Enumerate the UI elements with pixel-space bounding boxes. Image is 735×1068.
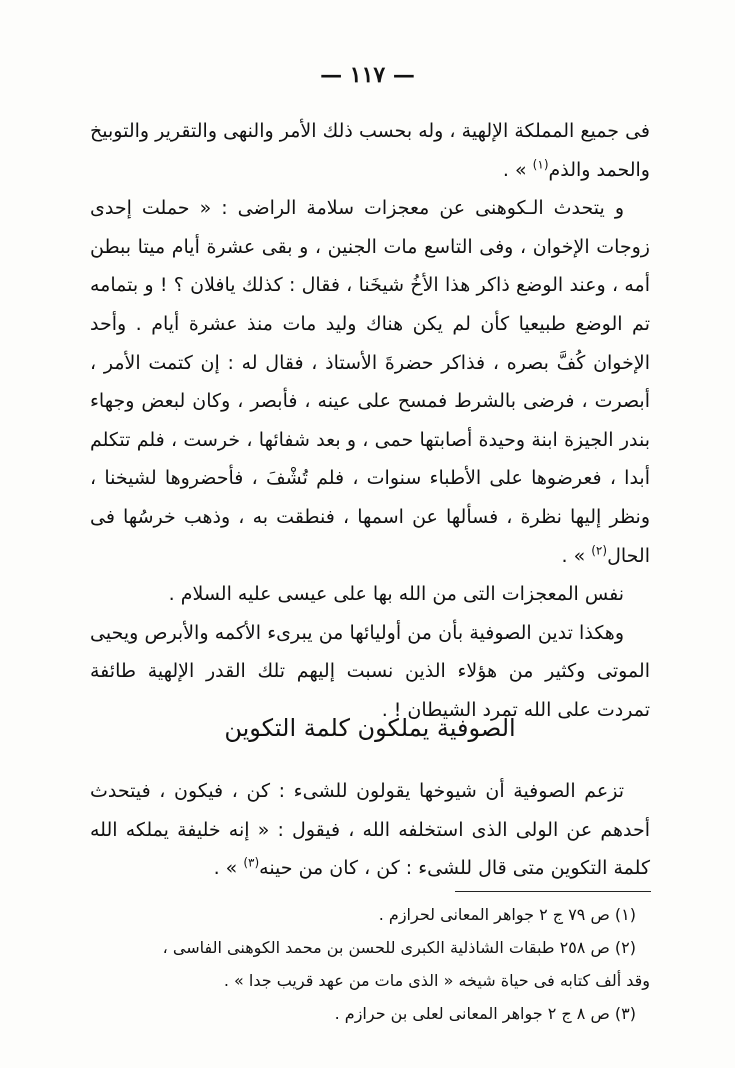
paragraph-4: وهكذا تدين الصوفية بأن من أوليائها من يبرىء الأكمه والأبرص ويحيى الموتى وكثير من هؤلاء الذين نسبت إليهم تلك القدر الإلهية طائفة تمردت على الله تمرد الشيطان ! . [90, 621, 650, 721]
footnote-divider [455, 891, 651, 892]
paragraph-1-text: فى جميع المملكة الإلهية ، وله بحسب ذلك الأمر والنهى والتقرير والتوبيخ والحمد والذم [90, 120, 650, 181]
footnote-3: (٣) ص ٨ ج ٢ جواهر المعانى لعلى بن حرازم . [334, 1004, 636, 1023]
footnote-ref-2: (٢) [591, 543, 608, 558]
section-heading: الصوفية يملكون كلمة التكوين [224, 714, 516, 742]
page-number: — ١١٧ — [320, 62, 415, 88]
footnote-ref-3: (٣) [243, 855, 260, 870]
section-text [90, 772, 650, 888]
section-paragraph-end: » . [213, 857, 244, 880]
section-paragraph-text: تزعم الصوفية أن شيوخها يقولون للشىء : كن ، فيكون ، فيتحدث أحدهم عن الولى الذى استخلفه الله ، فيقول : « إنه خليفة يملكه الله كلمة التكوين متى قال للشىء : كن ، كان من حينه [90, 780, 650, 880]
paragraph-1 [90, 112, 650, 189]
paragraph-2-text: و يتحدث الـكوهنى عن معجزات سلامة الراضى : « حملت إحدى زوجات الإخوان ، وفى التاسع مات الجنين ، و بقى عشرة أيام ميتا ببطن أمه ، وعند الوضع ذاكر هذا الأخُ شيخَنا ، فقال : كذلك يافلان ؟ ! و بتمامه تم الوضع طبيعيا كأن لم يكن هناك وليد مات منذ عشرة أيام . وأحد الإخوان كُفَّ بصره ، فذاكر حضرةَ الأستاذ ، فقال له : إن كتمت الأمر ، أبصرت ، فرضى بالشرط فمسح على عينه ، فأبصر ، وكان لبعض وجهاء بندر الجيزة ابنة وحيدة أصابتها حمى ، و بعد شفائها ، خرست ، فلم تتكلم أبدا ، فعرضوها على الأطباء سنوات ، فلم تُشْفَ ، فأحضروها لشيخنا ، ونظر إليها نظرة ، فسألها عن اسمها ، فنطقت به ، وذهب خرسُها فى الحال [90, 197, 650, 567]
footnote-ref-1: (١) [532, 157, 549, 172]
footnote-2-continuation: وقد ألف كتابه فى حياة شيخه « الذى مات من عهد قريب جدا » . [223, 971, 650, 990]
footnotes [90, 898, 650, 1030]
paragraph-3: نفس المعجزات التى من الله بها على عيسى عليه السلام . [168, 583, 624, 606]
main-text [90, 112, 650, 730]
paragraph-2 [90, 189, 650, 575]
section-paragraph [90, 772, 650, 888]
footnote-1: (١) ص ٧٩ ج ٢ جواهر المعانى لحرازم . [378, 905, 636, 924]
paragraph-1-end: » . [502, 158, 533, 181]
paragraph-2-end: » . [561, 544, 592, 567]
footnote-2: (٢) ص ٢٥٨ طبقات الشاذلية الكبرى للحسن بن محمد الكوهنى الفاسى ، [162, 938, 636, 957]
